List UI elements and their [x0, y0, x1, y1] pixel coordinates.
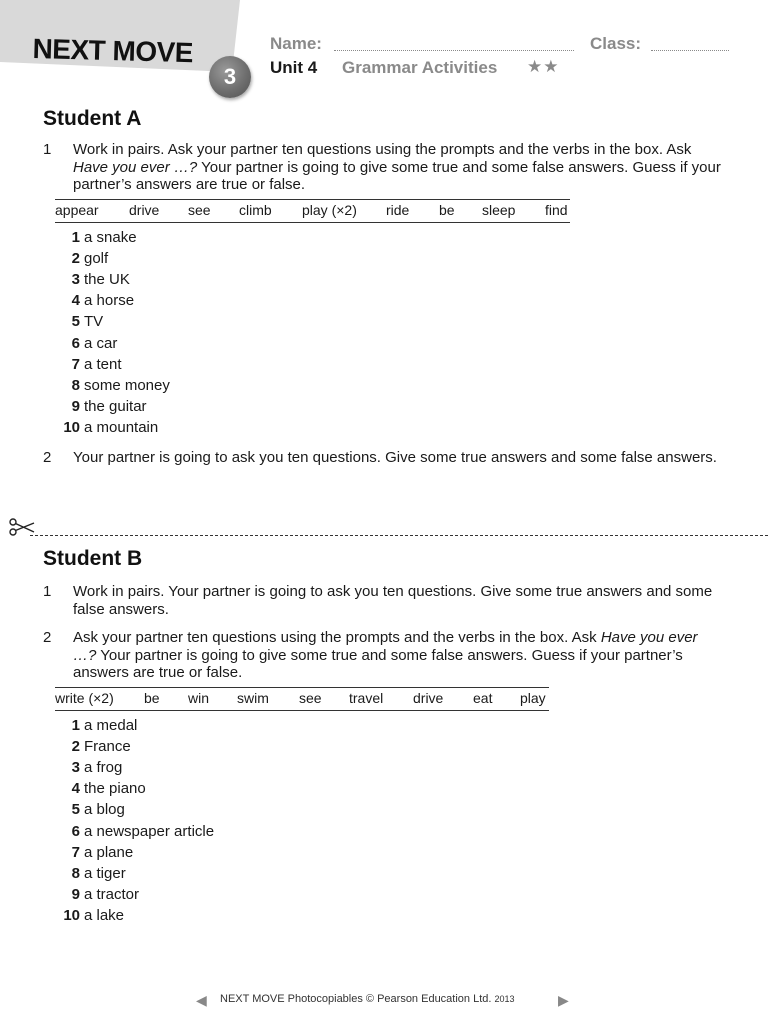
prompt-item [56, 905, 124, 926]
prompt-item [56, 227, 137, 248]
triangle-right-icon: ▶ [558, 992, 569, 1008]
prompt-text: a frog [84, 759, 123, 777]
prompt-item [56, 778, 146, 799]
prompt-text: a lake [84, 906, 125, 924]
prompt-item [56, 354, 122, 375]
student-b-heading: Student B [43, 547, 143, 570]
prompt-item [56, 396, 147, 417]
name-label: Name: [270, 34, 322, 53]
prompt-number: 7 [71, 355, 80, 373]
prompt-text: a horse [84, 292, 135, 310]
prompt-number: 3 [71, 759, 80, 777]
prompt-item [56, 884, 139, 905]
task-number: 2 [43, 449, 52, 466]
student-a-task-1 [43, 141, 723, 195]
class-field[interactable] [651, 50, 729, 51]
prompt-text: a car [84, 334, 118, 352]
verb-word: write (×2) [55, 690, 114, 706]
verb-word: travel [349, 690, 384, 706]
student-a-heading: Student A [43, 107, 142, 130]
prompt-number: 1 [71, 229, 80, 246]
prompt-text: TV [84, 313, 104, 331]
student-b-task-1 [43, 583, 723, 619]
prompt-item [56, 248, 108, 269]
verb-word: find [545, 202, 568, 218]
prompt-text: the UK [84, 271, 130, 289]
brand-banner [0, 0, 240, 72]
brand-title: NEXT MOVE [32, 33, 194, 69]
prompt-number: 7 [71, 843, 80, 861]
verb-word: see [188, 202, 211, 218]
verb-word: appear [55, 202, 99, 218]
prompt-text: some money [84, 376, 170, 394]
prompt-text: a plane [84, 843, 134, 861]
verb-word: climb [239, 202, 272, 218]
student-b-task-2 [43, 629, 723, 683]
unit-label: Unit 4 [270, 58, 318, 77]
task-number: 2 [43, 629, 52, 646]
prompt-text: a medal [84, 717, 138, 734]
prompt-text: a newspaper article [84, 822, 215, 840]
prompt-text: a tent [84, 355, 122, 373]
class-label: Class: [590, 34, 642, 53]
prompt-number: 4 [71, 780, 80, 798]
verb-word: win [188, 690, 210, 706]
prompt-number: 1 [71, 717, 80, 734]
level-badge: 3 [209, 56, 251, 98]
verb-word: drive [413, 690, 444, 706]
prompt-item [56, 821, 214, 842]
difficulty-stars-icon: ★★ [527, 57, 560, 76]
prompt-item [56, 290, 134, 311]
prompt-number: 2 [71, 250, 80, 268]
task-text: Your partner is going to ask you ten questions. Give some true answers and some false answers. [73, 449, 717, 466]
prompt-text: the piano [84, 780, 146, 798]
prompt-number: 10 [63, 906, 80, 924]
prompt-item [56, 757, 122, 778]
prompt-number: 5 [71, 801, 80, 819]
verb-word: see [299, 690, 322, 706]
verb-word: sleep [482, 202, 516, 218]
verb-word: eat [473, 690, 493, 706]
prompt-text: golf [84, 250, 109, 268]
student-a-task-2 [43, 449, 723, 485]
prompt-number: 9 [71, 397, 80, 415]
verb-word: be [439, 202, 455, 218]
prompt-item [56, 333, 117, 354]
task-number: 1 [43, 141, 52, 158]
verb-word: play [520, 690, 546, 706]
prompt-number: 3 [71, 271, 80, 289]
prompt-item [56, 417, 158, 438]
prompt-text: a blog [84, 801, 125, 819]
prompt-number: 2 [71, 738, 80, 756]
prompt-text: a mountain [84, 418, 159, 436]
verb-word: play (×2) [302, 202, 357, 218]
verb-word: drive [129, 202, 160, 218]
prompt-number: 8 [71, 864, 80, 882]
verb-box-b [55, 687, 549, 711]
task-italic-phrase: Have you ever …? [73, 158, 198, 176]
prompt-item [56, 269, 130, 290]
prompt-text: France [84, 738, 131, 756]
prompt-item [56, 375, 170, 396]
prompt-number: 10 [63, 418, 80, 436]
verb-word: be [144, 690, 160, 706]
prompt-number: 8 [71, 376, 80, 394]
prompt-item [56, 715, 137, 736]
footer-text: NEXT MOVE Photocopiables © Pearson Education Ltd. 2013 [220, 993, 515, 1005]
prompt-text: a tractor [84, 885, 140, 903]
verb-word: swim [237, 690, 269, 706]
prompt-number: 4 [71, 292, 80, 310]
verb-word: ride [386, 202, 410, 218]
cut-line [30, 535, 768, 536]
prompt-item [56, 863, 126, 884]
prompt-text: a tiger [84, 864, 126, 882]
prompt-item [56, 736, 131, 757]
prompt-number: 9 [71, 885, 80, 903]
task-text: Work in pairs. Your partner is going to ask you ten questions. Give some true answers and some false answers. [73, 583, 713, 618]
prompt-number: 6 [71, 334, 80, 352]
task-number: 1 [43, 583, 52, 600]
task-text: Work in pairs. Ask your partner ten questions using the prompts and the verbs in the box. Ask Have you ever …? Your partner is going to give some true and some false answers. Guess if your partner’s answers are true or false. [73, 141, 721, 193]
prompt-item [56, 799, 125, 820]
name-field[interactable] [334, 50, 574, 51]
prompt-item [56, 311, 103, 332]
task-text: Ask your partner ten questions using the prompts and the verbs in the box. Ask Have you ever …? Your partner is going to give some true and some false answers. Guess if your partner’s answers are true or false. [73, 629, 698, 681]
verb-box-a [55, 199, 570, 223]
task-italic-phrase: Have you ever …? [73, 629, 698, 664]
prompt-number: 5 [71, 313, 80, 331]
prompt-number: 6 [71, 822, 80, 840]
prompt-text: the guitar [84, 397, 147, 415]
triangle-left-icon: ◀ [196, 992, 207, 1008]
footer-year: 2013 [494, 994, 515, 1004]
section-label: Grammar Activities [342, 58, 498, 77]
prompt-item [56, 842, 133, 863]
prompt-text: a snake [84, 229, 137, 246]
